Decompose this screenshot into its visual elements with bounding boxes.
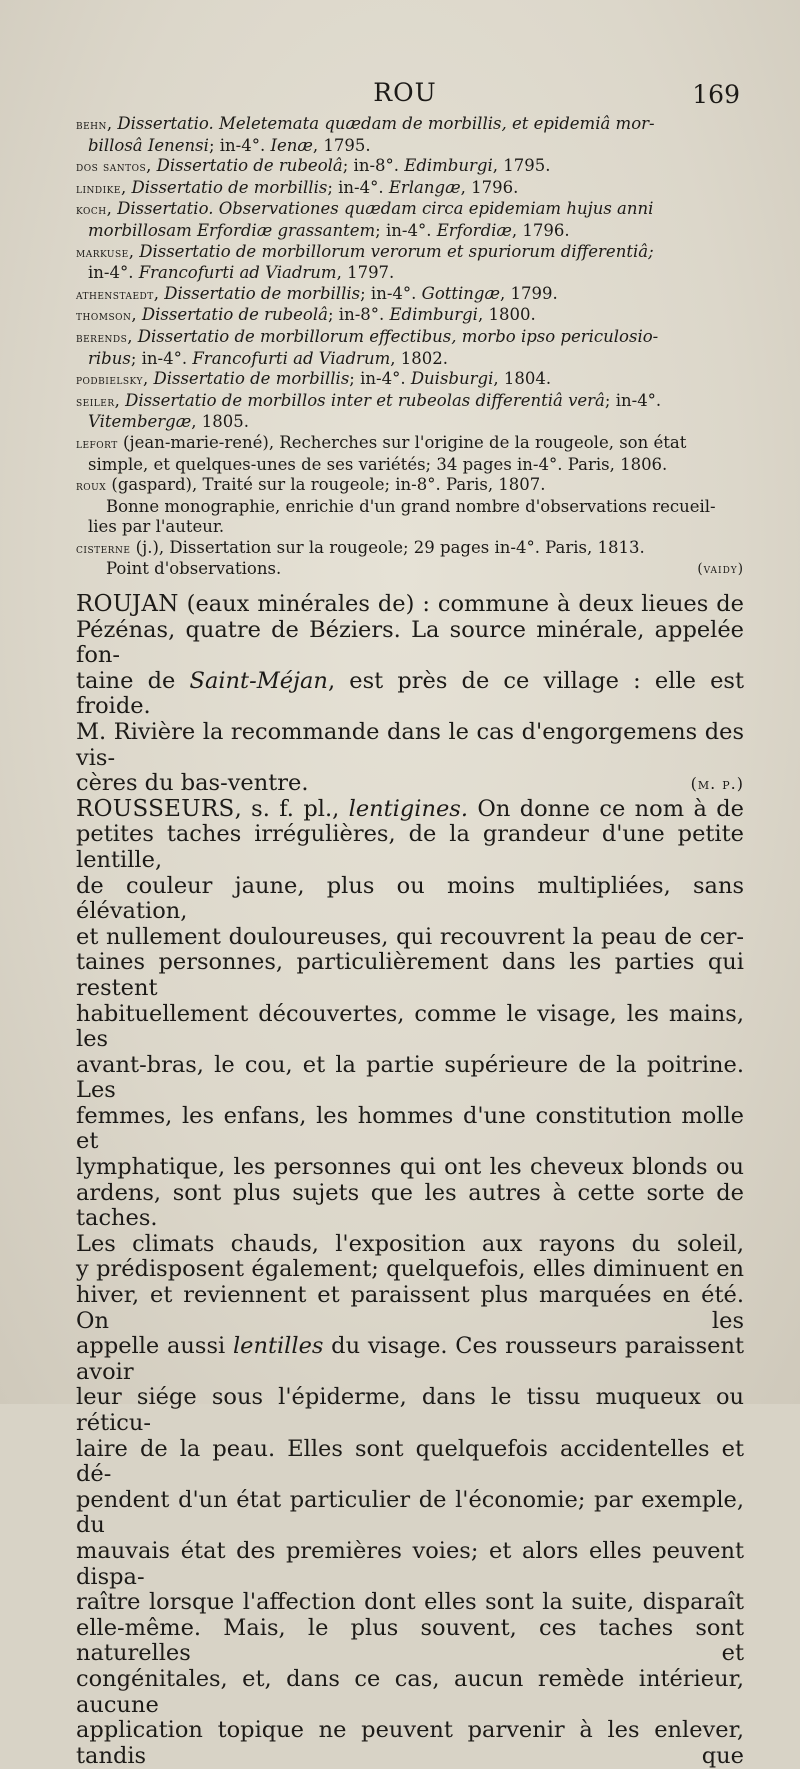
bibliography-entry: athenstaedt, Dissertatio de morbillis; in-4°. Gottingæ, 1799. [76, 283, 558, 303]
running-head: ROU [373, 78, 437, 107]
bibliography-entry: thomson, Dissertatio de rubeolâ; in-8°. Edimburgi, 1800. [76, 305, 536, 325]
author-signature: (m. p.) [690, 774, 744, 794]
bibliography-note: Point d'observations. (vaidy) [106, 559, 744, 579]
bibliography-entry: markuse, Dissertatio de morbillorum verorum et spuriorum differentiâ; in-4°. Francofurti ad Viadrum, 1797. [76, 241, 654, 283]
bibliography-entry: koch, Dissertatio. Observationes quædam circa epidemiam hujus anni morbillosam Erfordiæ grassantem; in-4°. Erfordiæ, 1796. [76, 199, 654, 240]
bibliography-entry: behn, Dissertatio. Meletemata quædam de morbillis, et epidemiâ mor- billosâ Ienensi; in-4°. Ienæ, 1795. [76, 114, 655, 155]
bibliography-entry: lindike, Dissertatio de morbillis; in-4°. Erlangæ, 1796. [76, 177, 519, 197]
entry-author: behn [76, 117, 107, 133]
bibliography-entry: cisterne (j.), Dissertation sur la rougeole; 29 pages in-4°. Paris, 1813. [76, 537, 645, 557]
bibliography-entry: roux (gaspard), Traité sur la rougeole; in-8°. Paris, 1807. [76, 475, 546, 495]
page-header [70, 78, 740, 118]
article-roujan: ROUJAN (eaux minérales de) : commune à deux lieues de Pézénas, quatre de Béziers. La source minérale, appelée fon- taine de Saint-Méjan, est près de ce village : elle est froide. M. Rivière la recommande dans le cas d'engorgemens des vis- cères du bas-ventre. (m. p.) [76, 591, 744, 797]
bibliography-entry: dos santos, Dissertatio de rubeolâ; in-8°. Edimburgi, 1795. [76, 156, 551, 176]
bibliography-entry: lefort (jean-marie-rené), Recherches sur l'origine de la rougeole, son état simple, et quelques-unes de ses variétés; 34 pages in-4°. Paris, 1806. [76, 432, 687, 474]
bibliography-entry: berends, Dissertatio de morbillorum effectibus, morbo ipso periculosio- ribus; in-4°. Francofurti ad Viadrum, 1802. [76, 326, 659, 368]
bibliography-entry: podbielsky, Dissertatio de morbillis; in-4°. Duisburgi, 1804. [76, 369, 552, 389]
article-headword: ROUSSEURS [76, 795, 235, 822]
article-rousseurs: ROUSSEURS, s. f. pl., lentigines. On donne ce nom à de petites taches irrégulières, de la grandeur d'une petite lentille, de couleur jaune, plus ou moins multipliées, sans élévation, et nullement douloureuses, qui recouvrent la peau de cer- taines personnes, particulièrement dans les parties qui restent habituellement découvertes, comme le visage, les mains, les avant-bras, le cou, et la partie supérieure de la poitrine. Les femmes, les enfans, les hommes d'une constitution molle et lymphatique, les personnes qui ont les cheveux blonds ou ardens, sont plus sujets que les autres à cette sorte de taches. Les climats chauds, l'exposition aux rayons du soleil, y prédisposent également; quelquefois, elles diminuent en hiver, et reviennent et paraissent plus marquées en été. On les appelle aussi lentilles du visage. Ces rousseurs paraissent avoir leur siége sous l'épiderme, dans le tissu muqueux ou réticu- laire de la peau. Elles sont quelquefois accidentelles et dé- pendent d'un état particulier de l'économie; par exemple, du mauvais état des premières voies; et alors elles peuvent dispa- raître lorsque l'affection dont elles sont la suite, disparaît elle-même. Mais, le plus souvent, ces taches sont naturelles et congénitales, et, dans ce cas, aucun remède intérieur, aucune application topique ne peuvent parvenir à les enlever, tandis que [76, 795, 744, 1769]
bibliography-entry: seiler, Dissertatio de morbillos inter et rubeolas differentiâ verâ; in-4°. Vitembergæ, 1805. [76, 390, 662, 432]
author-signature: (vaidy) [697, 561, 744, 578]
bibliography-note: Bonne monographie, enrichie d'un grand nombre d'observations recueil- lies par l'auteur. [88, 496, 716, 537]
bibliography-block [76, 114, 744, 580]
page-number: 169 [692, 80, 740, 109]
article-headword: ROUJAN [76, 591, 179, 617]
article-body [76, 592, 744, 1769]
